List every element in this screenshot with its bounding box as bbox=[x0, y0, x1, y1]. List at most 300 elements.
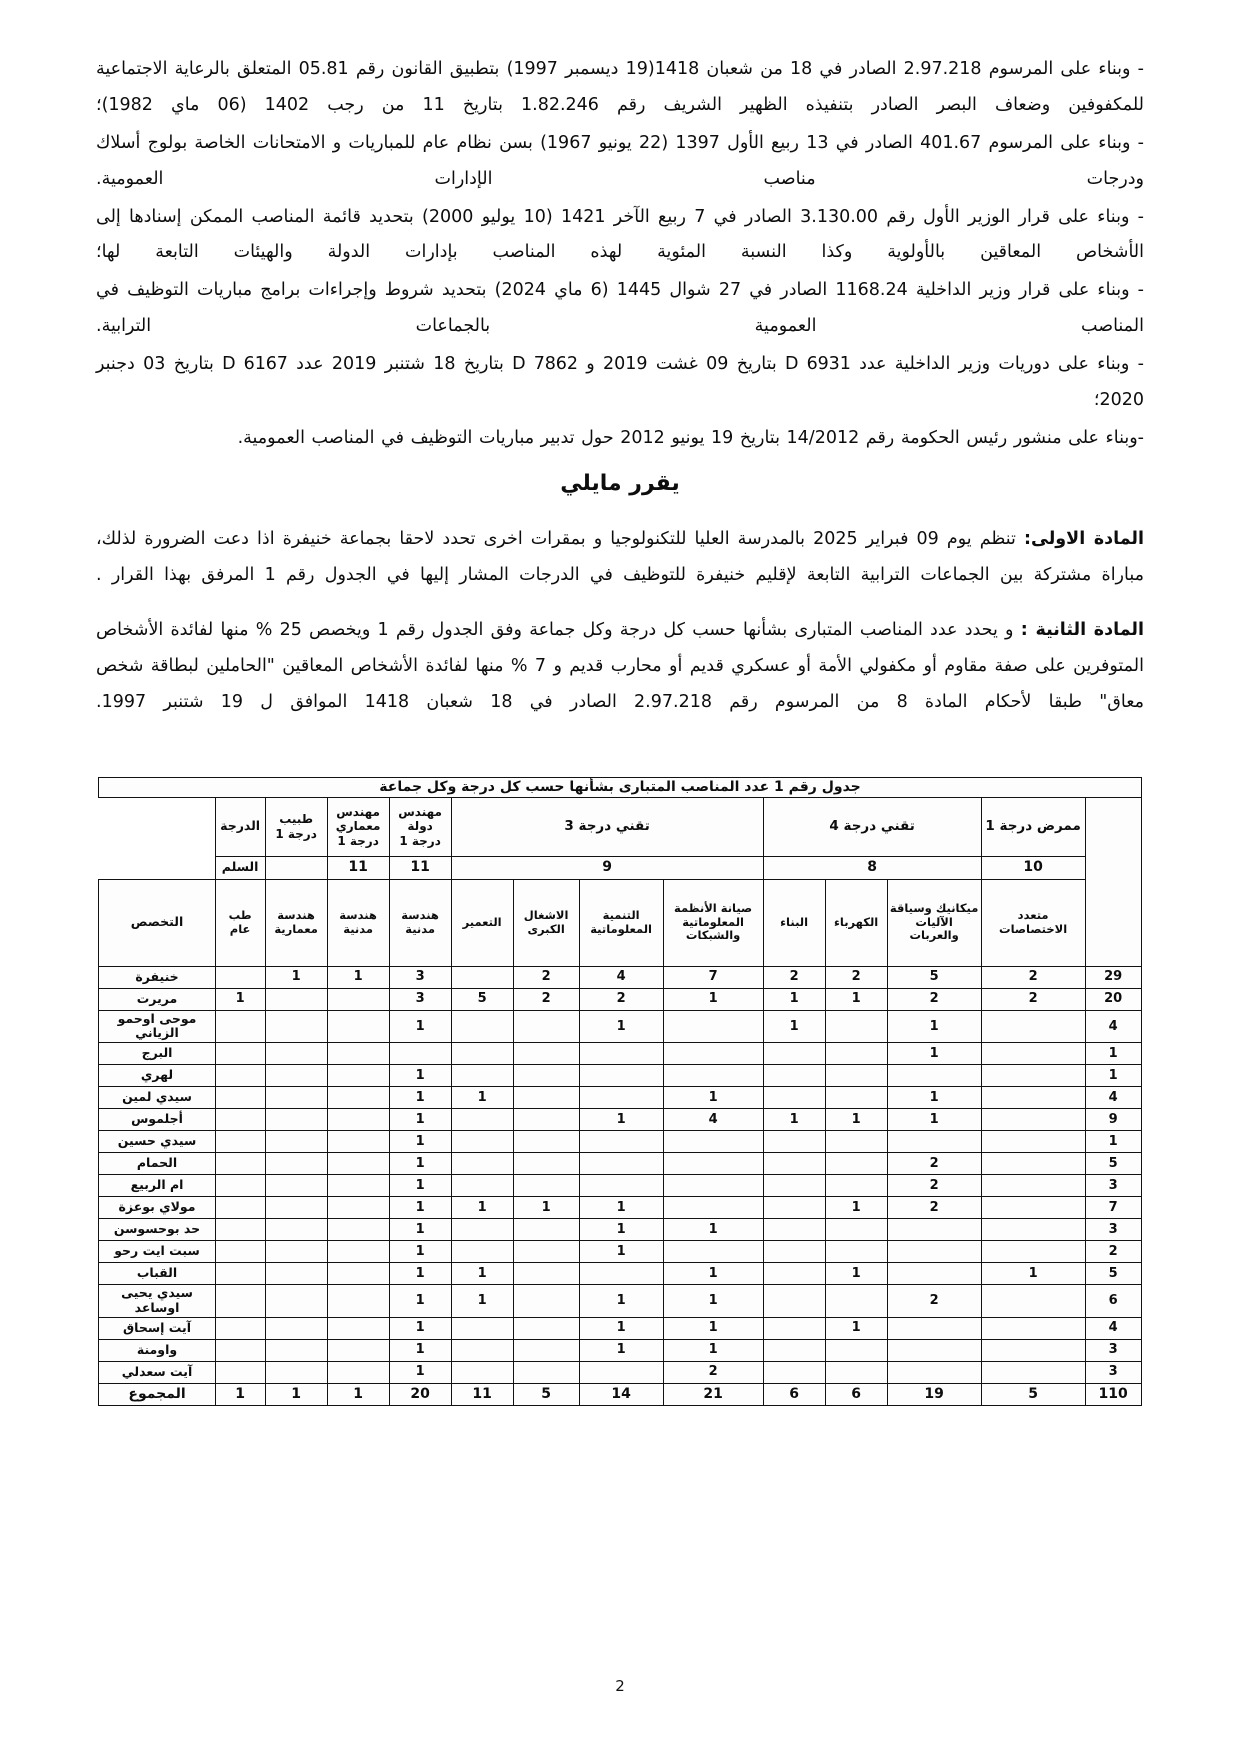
specialty-mechanics-driving: ميكانيك وسياقة الآليات والعربات bbox=[887, 879, 981, 966]
table-row bbox=[99, 1043, 1141, 1065]
article-two-text: و يحدد عدد المناصب المتبارى بشأنها حسب كل درجة وكل جماعة وفق الجدول رقم 1 ويخصص 25 % منها لفائدة الأشخاص المتوفرين على صفة مقاوم أو مكفولي الأمة أو عسكري قديم أو محارب قديم و 7 % منها لفائدة الأشخاص المعاقين "الحاملين لبطاقة شخص معاق" طبقا لأحكام المادة 8 من المرسوم رقم 2.97.218 الصادر في 18 شعبان 1418 الموافق ل 19 شتنبر 1997. bbox=[96, 620, 1145, 713]
cell-0 bbox=[981, 1197, 1085, 1219]
row-total-value: 3 bbox=[1085, 1175, 1141, 1197]
cell-8: 20 bbox=[389, 1383, 451, 1405]
cell-8: 1 bbox=[389, 1339, 451, 1361]
cell-1: 1 bbox=[887, 1087, 981, 1109]
cell-10 bbox=[265, 1219, 327, 1241]
cell-6 bbox=[513, 1087, 579, 1109]
cell-0 bbox=[981, 1285, 1085, 1318]
positions-table bbox=[98, 777, 1141, 1406]
cell-11 bbox=[215, 966, 265, 988]
cell-8: 1 bbox=[389, 1361, 451, 1383]
commune-name: موحى اوحمو الزياني bbox=[99, 1010, 215, 1043]
cell-3: 1 bbox=[763, 1010, 825, 1043]
cell-2: 1 bbox=[825, 1263, 887, 1285]
grand-total-value: 110 bbox=[1085, 1383, 1141, 1405]
cell-4: 1 bbox=[663, 1087, 763, 1109]
commune-name: سيدي حسين bbox=[99, 1131, 215, 1153]
row-total-value: 3 bbox=[1085, 1339, 1141, 1361]
preamble-clause-3: - وبناء على قرار الوزير الأول رقم 3.130.00 الصادر في 7 ربيع الآخر 1421 (10 يوليو 2000) بتحديد قائمة المناصب الممكن إسنادها إلى الأشخاص المعاقين بالأولوية وكذا النسبة المئوية لهذه المناصب بإدارات الدولة والهيئات التابعة لها؛ bbox=[96, 206, 1144, 263]
cell-8: 1 bbox=[389, 1109, 451, 1131]
specialty-header-row bbox=[99, 879, 1141, 966]
salem-row-label: السلم bbox=[215, 856, 265, 879]
cell-3 bbox=[763, 1065, 825, 1087]
cell-1 bbox=[887, 1361, 981, 1383]
cell-5: 1 bbox=[579, 1317, 663, 1339]
cell-6 bbox=[513, 1241, 579, 1263]
cell-5: 1 bbox=[579, 1219, 663, 1241]
commune-name: أجلموس bbox=[99, 1109, 215, 1131]
cell-0: 5 bbox=[981, 1383, 1085, 1405]
table-row bbox=[99, 1361, 1141, 1383]
cell-2 bbox=[825, 1219, 887, 1241]
table-row bbox=[99, 1263, 1141, 1285]
cell-4 bbox=[663, 1197, 763, 1219]
cell-5 bbox=[579, 1131, 663, 1153]
cell-7: 1 bbox=[451, 1285, 513, 1318]
cell-0 bbox=[981, 1065, 1085, 1087]
row-total-value: 7 bbox=[1085, 1197, 1141, 1219]
cell-1: 2 bbox=[887, 988, 981, 1010]
cell-4: 7 bbox=[663, 966, 763, 988]
cell-0 bbox=[981, 1219, 1085, 1241]
cell-4 bbox=[663, 1065, 763, 1087]
cell-2 bbox=[825, 1065, 887, 1087]
cell-6 bbox=[513, 1131, 579, 1153]
cell-3: 1 bbox=[763, 988, 825, 1010]
commune-name: سيدي يحيى اوساعد bbox=[99, 1285, 215, 1318]
cell-9 bbox=[327, 1241, 389, 1263]
cell-6 bbox=[513, 1043, 579, 1065]
cell-2 bbox=[825, 1285, 887, 1318]
cell-2 bbox=[825, 1131, 887, 1153]
table-row bbox=[99, 966, 1141, 988]
cell-1: 5 bbox=[887, 966, 981, 988]
cell-6 bbox=[513, 1263, 579, 1285]
cell-9 bbox=[327, 1285, 389, 1318]
cell-9 bbox=[327, 1131, 389, 1153]
commune-name: آيت إسحاق bbox=[99, 1317, 215, 1339]
specialty-it-systems-maintenance: صيانة الأنظمة المعلوماتية والشبكات bbox=[663, 879, 763, 966]
salem-doctor bbox=[265, 856, 327, 879]
table-row bbox=[99, 1065, 1141, 1087]
cell-9 bbox=[327, 1339, 389, 1361]
cell-5 bbox=[579, 1087, 663, 1109]
cell-10 bbox=[265, 1263, 327, 1285]
cell-7 bbox=[451, 1109, 513, 1131]
cell-10 bbox=[265, 1153, 327, 1175]
cell-1: 1 bbox=[887, 1043, 981, 1065]
cell-6 bbox=[513, 1317, 579, 1339]
cell-6 bbox=[513, 1010, 579, 1043]
grade-header-doctor: طبيب درجة 1 bbox=[265, 797, 327, 856]
row-total-value: 6 bbox=[1085, 1285, 1141, 1318]
cell-5: 2 bbox=[579, 988, 663, 1010]
cell-6 bbox=[513, 1219, 579, 1241]
preamble-clause-1: - وبناء على المرسوم 2.97.218 الصادر في 18 من شعبان 1418(19 ديسمبر 1997) بتطبيق القانون رقم 05.81 المتعلق بالرعاية الاجتماعية للمكفوفين وضعاف البصر الصادر بتنفيذه الظهير الشريف رقم 1.82.246 بتاريخ 11 من رجب 1402 (06 ماي 1982)؛ bbox=[96, 59, 1145, 115]
cell-8: 1 bbox=[389, 1263, 451, 1285]
commune-name: سيدي لمين bbox=[99, 1087, 215, 1109]
cell-6: 1 bbox=[513, 1197, 579, 1219]
cell-7 bbox=[451, 1043, 513, 1065]
commune-name: ام الربيع bbox=[99, 1175, 215, 1197]
page-number: 2 bbox=[615, 1677, 625, 1695]
row-total-value: 4 bbox=[1085, 1087, 1141, 1109]
cell-3 bbox=[763, 1153, 825, 1175]
cell-9 bbox=[327, 1043, 389, 1065]
cell-8: 1 bbox=[389, 1197, 451, 1219]
cell-10 bbox=[265, 1361, 327, 1383]
cell-1: 19 bbox=[887, 1383, 981, 1405]
cell-11 bbox=[215, 1339, 265, 1361]
cell-10 bbox=[265, 1043, 327, 1065]
cell-2: 1 bbox=[825, 1197, 887, 1219]
cell-11 bbox=[215, 1175, 265, 1197]
specialty-urbanism: التعمير bbox=[451, 879, 513, 966]
cell-3: 2 bbox=[763, 966, 825, 988]
cell-5: 1 bbox=[579, 1339, 663, 1361]
specialty-row-label: التخصص bbox=[99, 879, 215, 966]
cell-9 bbox=[327, 1065, 389, 1087]
salem-technician-4: 8 bbox=[763, 856, 981, 879]
specialty-civil-engineering-1: هندسة مدنية bbox=[389, 879, 451, 966]
cell-10 bbox=[265, 1010, 327, 1043]
commune-name: خنيفرة bbox=[99, 966, 215, 988]
cell-2 bbox=[825, 1087, 887, 1109]
table-row bbox=[99, 988, 1141, 1010]
cell-9 bbox=[327, 1197, 389, 1219]
cell-5: 1 bbox=[579, 1197, 663, 1219]
cell-11 bbox=[215, 1131, 265, 1153]
commune-name: واومنة bbox=[99, 1339, 215, 1361]
cell-4: 2 bbox=[663, 1361, 763, 1383]
cell-0: 1 bbox=[981, 1263, 1085, 1285]
cell-5 bbox=[579, 1065, 663, 1087]
cell-6 bbox=[513, 1175, 579, 1197]
grade-row-label: الدرجة bbox=[215, 797, 265, 856]
specialty-construction: البناء bbox=[763, 879, 825, 966]
cell-9 bbox=[327, 1219, 389, 1241]
table-row bbox=[99, 1285, 1141, 1318]
table-caption-row bbox=[99, 778, 1141, 798]
cell-7 bbox=[451, 1361, 513, 1383]
cell-7: 1 bbox=[451, 1263, 513, 1285]
row-total-value: 1 bbox=[1085, 1043, 1141, 1065]
cell-7 bbox=[451, 1175, 513, 1197]
cell-2 bbox=[825, 1043, 887, 1065]
cell-8: 1 bbox=[389, 1241, 451, 1263]
cell-2 bbox=[825, 1339, 887, 1361]
commune-name: مولاي بوعزة bbox=[99, 1197, 215, 1219]
cell-2 bbox=[825, 1241, 887, 1263]
table-row bbox=[99, 1087, 1141, 1109]
cell-7 bbox=[451, 966, 513, 988]
cell-10 bbox=[265, 1241, 327, 1263]
row-total-value: 5 bbox=[1085, 1263, 1141, 1285]
specialty-major-works: الاشغال الكبرى bbox=[513, 879, 579, 966]
cell-3 bbox=[763, 1087, 825, 1109]
cell-4: 1 bbox=[663, 988, 763, 1010]
table-row bbox=[99, 1339, 1141, 1361]
cell-6 bbox=[513, 1109, 579, 1131]
cell-4: 1 bbox=[663, 1285, 763, 1318]
cell-0 bbox=[981, 1087, 1085, 1109]
grade-header-nurse: ممرض درجة 1 bbox=[981, 797, 1085, 856]
cell-10 bbox=[265, 1339, 327, 1361]
cell-2 bbox=[825, 1153, 887, 1175]
cell-10 bbox=[265, 988, 327, 1010]
cell-3 bbox=[763, 1131, 825, 1153]
cell-6 bbox=[513, 1065, 579, 1087]
table-row bbox=[99, 1175, 1141, 1197]
commune-name: حد بوحسوسن bbox=[99, 1219, 215, 1241]
cell-11 bbox=[215, 1065, 265, 1087]
cell-0 bbox=[981, 1339, 1085, 1361]
table-row bbox=[99, 1109, 1141, 1131]
cell-0 bbox=[981, 1131, 1085, 1153]
cell-9 bbox=[327, 1109, 389, 1131]
cell-6 bbox=[513, 1153, 579, 1175]
cell-7: 5 bbox=[451, 988, 513, 1010]
cell-1 bbox=[887, 1219, 981, 1241]
totals-row-label: المجموع bbox=[99, 1383, 215, 1405]
cell-1: 2 bbox=[887, 1285, 981, 1318]
cell-1: 2 bbox=[887, 1153, 981, 1175]
cell-9 bbox=[327, 1010, 389, 1043]
cell-10 bbox=[265, 1131, 327, 1153]
cell-7: 1 bbox=[451, 1087, 513, 1109]
cell-4: 4 bbox=[663, 1109, 763, 1131]
cell-3 bbox=[763, 1043, 825, 1065]
cell-2: 1 bbox=[825, 1109, 887, 1131]
total-column-corner bbox=[1085, 797, 1141, 966]
cell-1: 2 bbox=[887, 1197, 981, 1219]
article-one bbox=[96, 522, 1144, 594]
preamble-section bbox=[96, 52, 1144, 457]
cell-3: 1 bbox=[763, 1109, 825, 1131]
cell-6: 2 bbox=[513, 988, 579, 1010]
salem-nurse: 10 bbox=[981, 856, 1085, 879]
cell-5: 1 bbox=[579, 1109, 663, 1131]
cell-5 bbox=[579, 1043, 663, 1065]
cell-1 bbox=[887, 1241, 981, 1263]
cell-8: 1 bbox=[389, 1065, 451, 1087]
cell-7: 11 bbox=[451, 1383, 513, 1405]
commune-name: مريرت bbox=[99, 988, 215, 1010]
cell-3 bbox=[763, 1339, 825, 1361]
cell-10: 1 bbox=[265, 966, 327, 988]
cell-1 bbox=[887, 1339, 981, 1361]
cell-2: 2 bbox=[825, 966, 887, 988]
cell-2: 6 bbox=[825, 1383, 887, 1405]
table-totals-row bbox=[99, 1383, 1141, 1405]
cell-11 bbox=[215, 1285, 265, 1318]
cell-3: 6 bbox=[763, 1383, 825, 1405]
cell-8: 1 bbox=[389, 1010, 451, 1043]
article-one-text: تنظم يوم 09 فبراير 2025 بالمدرسة العليا للتكنولوجيا و بمقرات اخرى تحدد لاحقا بجماعة خنيفرة اذا دعت الضرورة لذلك، مباراة مشتركة بين الجماعات الترابية التابعة لإقليم خنيفرة للتوظيف في الدرجات المشار إليها في الجدول رقم 1 المرفق بهذا القرار . bbox=[96, 528, 1144, 585]
cell-4: 21 bbox=[663, 1383, 763, 1405]
cell-4: 1 bbox=[663, 1263, 763, 1285]
cell-2 bbox=[825, 1175, 887, 1197]
cell-9 bbox=[327, 1361, 389, 1383]
cell-0 bbox=[981, 1109, 1085, 1131]
cell-6: 2 bbox=[513, 966, 579, 988]
cell-9 bbox=[327, 1263, 389, 1285]
cell-1 bbox=[887, 1263, 981, 1285]
cell-11 bbox=[215, 1263, 265, 1285]
row-total-value: 1 bbox=[1085, 1065, 1141, 1087]
cell-7 bbox=[451, 1131, 513, 1153]
cell-7 bbox=[451, 1241, 513, 1263]
cell-7 bbox=[451, 1153, 513, 1175]
cell-3 bbox=[763, 1175, 825, 1197]
cell-5: 1 bbox=[579, 1010, 663, 1043]
cell-5 bbox=[579, 1361, 663, 1383]
cell-1 bbox=[887, 1065, 981, 1087]
cell-3 bbox=[763, 1197, 825, 1219]
salem-state-engineer: 11 bbox=[389, 856, 451, 879]
grade-header-row bbox=[99, 797, 1141, 856]
row-total-value: 4 bbox=[1085, 1010, 1141, 1043]
commune-name: لهري bbox=[99, 1065, 215, 1087]
cell-8: 1 bbox=[389, 1285, 451, 1318]
cell-11 bbox=[215, 1153, 265, 1175]
commune-name: البرج bbox=[99, 1043, 215, 1065]
commune-name: سبت ايت رحو bbox=[99, 1241, 215, 1263]
cell-10 bbox=[265, 1285, 327, 1318]
cell-8 bbox=[389, 1043, 451, 1065]
cell-4 bbox=[663, 1131, 763, 1153]
commune-name: الحمام bbox=[99, 1153, 215, 1175]
cell-2: 1 bbox=[825, 1317, 887, 1339]
cell-5 bbox=[579, 1153, 663, 1175]
cell-1: 1 bbox=[887, 1109, 981, 1131]
article-two bbox=[96, 613, 1144, 721]
cell-0 bbox=[981, 1361, 1085, 1383]
row-total-value: 29 bbox=[1085, 966, 1141, 988]
cell-11: 1 bbox=[215, 1383, 265, 1405]
cell-9 bbox=[327, 1317, 389, 1339]
cell-4: 1 bbox=[663, 1219, 763, 1241]
row-total-value: 2 bbox=[1085, 1241, 1141, 1263]
cell-0 bbox=[981, 1241, 1085, 1263]
cell-1: 1 bbox=[887, 1010, 981, 1043]
row-total-value: 9 bbox=[1085, 1109, 1141, 1131]
cell-11 bbox=[215, 1317, 265, 1339]
cell-0 bbox=[981, 1010, 1085, 1043]
article-one-label: المادة الاولى: bbox=[1024, 528, 1145, 549]
specialty-civil-engineering-2: هندسة مدنية bbox=[327, 879, 389, 966]
cell-8: 1 bbox=[389, 1175, 451, 1197]
cell-9 bbox=[327, 988, 389, 1010]
cell-4 bbox=[663, 1175, 763, 1197]
cell-3 bbox=[763, 1285, 825, 1318]
specialty-architecture: هندسة معمارية bbox=[265, 879, 327, 966]
grade-header-architect-engineer: مهندس معماري درجة 1 bbox=[327, 797, 389, 856]
cell-7 bbox=[451, 1339, 513, 1361]
salem-technician-3: 9 bbox=[451, 856, 763, 879]
cell-2 bbox=[825, 1361, 887, 1383]
cell-11: 1 bbox=[215, 988, 265, 1010]
grade-header-technician-3: تقني درجة 3 bbox=[451, 797, 763, 856]
cell-8: 1 bbox=[389, 1131, 451, 1153]
cell-8: 1 bbox=[389, 1153, 451, 1175]
cell-4 bbox=[663, 1241, 763, 1263]
cell-9 bbox=[327, 1087, 389, 1109]
cell-3 bbox=[763, 1219, 825, 1241]
cell-5: 1 bbox=[579, 1285, 663, 1318]
specialty-it-development: التنمية المعلوماتية bbox=[579, 879, 663, 966]
cell-9: 1 bbox=[327, 966, 389, 988]
grade-header-technician-4: تقني درجة 4 bbox=[763, 797, 981, 856]
cell-11 bbox=[215, 1241, 265, 1263]
cell-8: 1 bbox=[389, 1219, 451, 1241]
cell-2 bbox=[825, 1010, 887, 1043]
cell-7 bbox=[451, 1065, 513, 1087]
commune-name: آيت سعدلي bbox=[99, 1361, 215, 1383]
cell-10 bbox=[265, 1317, 327, 1339]
cell-3 bbox=[763, 1317, 825, 1339]
row-total-value: 20 bbox=[1085, 988, 1141, 1010]
cell-1 bbox=[887, 1131, 981, 1153]
cell-9 bbox=[327, 1175, 389, 1197]
cell-9: 1 bbox=[327, 1383, 389, 1405]
cell-10 bbox=[265, 1087, 327, 1109]
cell-7 bbox=[451, 1219, 513, 1241]
cell-5: 14 bbox=[579, 1383, 663, 1405]
cell-0 bbox=[981, 1153, 1085, 1175]
cell-6 bbox=[513, 1285, 579, 1318]
cell-6: 5 bbox=[513, 1383, 579, 1405]
cell-0: 2 bbox=[981, 988, 1085, 1010]
row-total-value: 3 bbox=[1085, 1219, 1141, 1241]
grade-header-state-engineer: مهندس دولة درجة 1 bbox=[389, 797, 451, 856]
table-row bbox=[99, 1219, 1141, 1241]
cell-5: 4 bbox=[579, 966, 663, 988]
cell-7 bbox=[451, 1010, 513, 1043]
cell-11 bbox=[215, 1109, 265, 1131]
salem-header-row bbox=[99, 856, 1141, 879]
cell-9 bbox=[327, 1153, 389, 1175]
cell-8: 1 bbox=[389, 1317, 451, 1339]
preamble-clause-5: - وبناء على دوريات وزير الداخلية عدد D 6931 بتاريخ 09 غشت 2019 و D 7862 بتاريخ 18 شتنبر 2019 عدد D 6167 بتاريخ 03 دجنبر 2020؛ bbox=[96, 354, 1144, 410]
table-row bbox=[99, 1131, 1141, 1153]
cell-5 bbox=[579, 1263, 663, 1285]
article-two-label: المادة الثانية : bbox=[1020, 620, 1144, 641]
preamble-clause-4: - وبناء على قرار وزير الداخلية 1168.24 الصادر في 27 شوال 1445 (6 ماي 2024) بتحديد شروط وإجراءات برامج مباريات التوظيف في المناصب العمومية بالجماعات الترابية. bbox=[96, 280, 1144, 337]
specialty-multidisciplinary: متعدد الاختصاصات bbox=[981, 879, 1085, 966]
cell-10: 1 bbox=[265, 1383, 327, 1405]
cell-8: 1 bbox=[389, 1087, 451, 1109]
cell-8: 3 bbox=[389, 966, 451, 988]
cell-11 bbox=[215, 1087, 265, 1109]
cell-3 bbox=[763, 1361, 825, 1383]
table-caption: جدول رقم 1 عدد المناصب المتبارى بشأنها حسب كل درجة وكل جماعة bbox=[99, 778, 1141, 798]
cell-4: 1 bbox=[663, 1339, 763, 1361]
cell-4 bbox=[663, 1010, 763, 1043]
cell-6 bbox=[513, 1361, 579, 1383]
cell-11 bbox=[215, 1010, 265, 1043]
commune-name: القباب bbox=[99, 1263, 215, 1285]
row-total-value: 1 bbox=[1085, 1131, 1141, 1153]
positions-table-body bbox=[99, 778, 1141, 1406]
cell-4 bbox=[663, 1043, 763, 1065]
cell-3 bbox=[763, 1241, 825, 1263]
salem-architect-engineer: 11 bbox=[327, 856, 389, 879]
cell-3 bbox=[763, 1263, 825, 1285]
cell-10 bbox=[265, 1175, 327, 1197]
